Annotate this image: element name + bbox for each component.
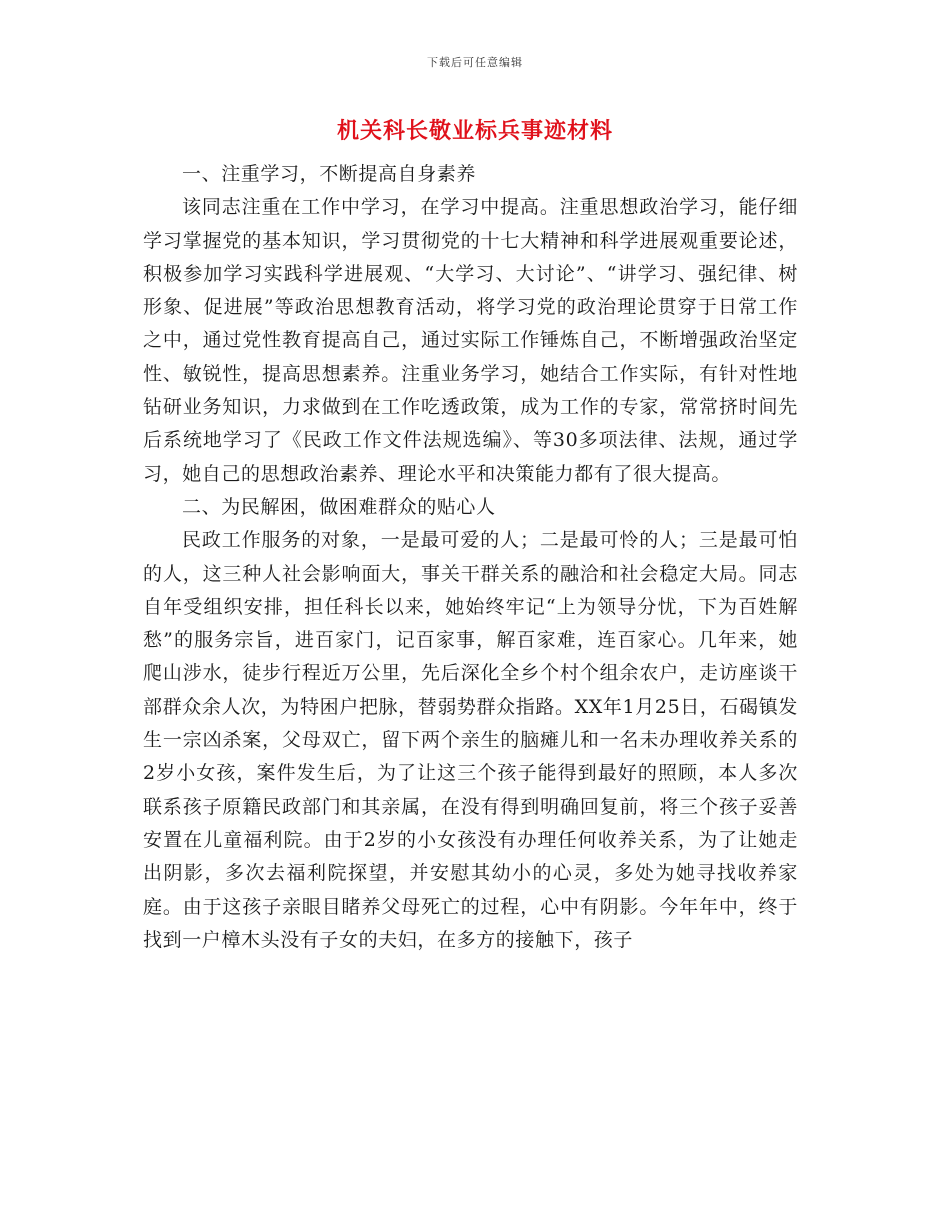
body-paragraph-2: 民政工作服务的对象，一是最可爱的人；二是最可怜的人；三是最可怕的人，这三种人社会影响面大，事关干群关系的融洽和社会稳定大局。同志自年受组织安排，担任科长以来，她始终牢记“上为领导分忧，下为百姓解愁”的服务宗旨，进百家门，记百家事，解百家难，连百家心。几年来，她爬山涉水，徒步行程近万公里，先后深化全乡个村个组余农户，走访座谈干部群众余人次，为特困户把脉，替弱势群众指路。XX年1月25日，石碣镇发生一宗凶杀案，父母双亡，留下两个亲生的脑瘫儿和一名未办理收养关系的2岁小女孩，案件发生后，为了让这三个孩子能得到最好的照顾，本人多次联系孩子原籍民政部门和其亲属，在没有得到明确回复前，将三个孩子妥善安置在儿童福利院。由于2岁的小女孩没有办理任何收养关系，为了让她走出阴影，多次去福利院探望，并安慰其幼小的心灵，多处为她寻找收养家庭。由于这孩子亲眼目睹养父母死亡的过程，心中有阴影。今年年中，终于找到一户樟木头没有子女的夫妇，在多方的接触下，孩子 xyxy=(143,529,798,951)
document-title: 机关科长敬业标兵事迹材料 xyxy=(336,118,613,144)
body-paragraph-1: 该同志注重在工作中学习，在学习中提高。注重思想政治学习，能仔细学习掌握党的基本知识，学习贯彻党的十七大精神和科学进展观重要论述，积极参加学习实践科学进展观、“大学习、大讨论”、“讲学习、强纪律、树形象、促进展”等政治思想教育活动，将学习党的政治理论贯穿于日常工作之中，通过党性教育提高自己，通过实际工作锤炼自己，不断增强政治坚定性、敏锐性，提高思想素养。注重业务学习，她结合工作实际，有针对性地钻研业务知识，力求做到在工作吃透政策，成为工作的专家，常常挤时间先后系统地学习了《民政工作文件法规选编》、等30多项法律、法规，通过学习，她自己的思想政治素养、理论水平和决策能力都有了很大提高。 xyxy=(143,196,798,485)
document-body xyxy=(143,158,798,957)
section-heading-1: 一、注重学习，不断提高自身素养 xyxy=(182,163,477,185)
section-heading-2: 二、为民解困，做困难群众的贴心人 xyxy=(182,495,496,518)
page-header-note: 下载后可任意编辑 xyxy=(427,56,523,69)
